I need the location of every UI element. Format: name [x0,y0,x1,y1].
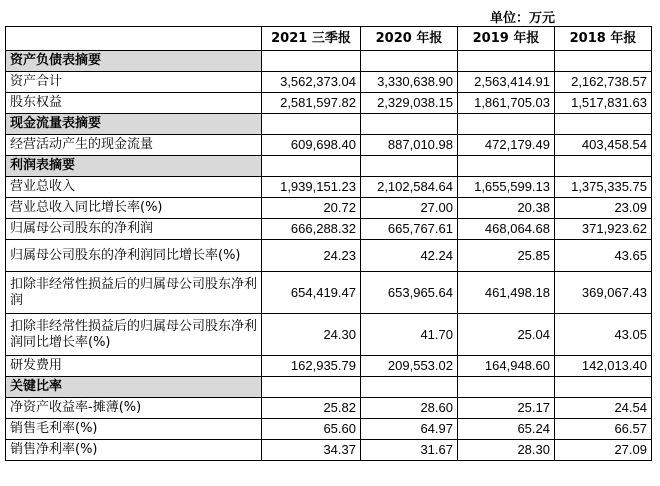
cell-value: 20.38 [458,198,555,219]
cell-value: 164,948.60 [458,356,555,377]
cell-value: 43.65 [555,240,652,272]
cell-value: 653,965.64 [361,272,458,314]
table-row [6,419,652,440]
cell-value: 1,517,831.63 [555,93,652,114]
cell-value: 24.54 [555,398,652,419]
table-row [6,198,652,219]
header-col-2021q3: 2021 三季报 [262,27,361,51]
table-row [6,440,652,461]
cell-value: 2,563,414.91 [458,72,555,93]
cell-value: 64.97 [361,419,458,440]
cell-value: 1,655,599.13 [458,177,555,198]
cell-value: 654,419.47 [262,272,361,314]
section-title: 资产负债表摘要 [6,51,262,72]
section-title: 现金流量表摘要 [6,114,262,135]
cell-value: 142,013.40 [555,356,652,377]
cell-value: 25.85 [458,240,555,272]
table-row [6,240,652,272]
cell-value: 371,923.62 [555,219,652,240]
header-col-2020: 2020 年报 [361,27,458,51]
cell-value: 2,329,038.15 [361,93,458,114]
cell-value: 28.60 [361,398,458,419]
section-row-income-statement [6,156,652,177]
row-label: 扣除非经常性损益后的归属母公司股东净利润 [6,272,262,314]
row-label: 扣除非经常性损益后的归属母公司股东净利润同比增长率(%) [6,314,262,356]
cell-value: 65.60 [262,419,361,440]
row-label: 归属母公司股东的净利润同比增长率(%) [6,240,262,272]
row-label: 营业总收入 [6,177,262,198]
table-row [6,356,652,377]
cell-value: 1,861,705.03 [458,93,555,114]
cell-value: 209,553.02 [361,356,458,377]
cell-value: 65.24 [458,419,555,440]
cell-value: 25.82 [262,398,361,419]
cell-value: 25.04 [458,314,555,356]
row-label: 股东权益 [6,93,262,114]
header-row [6,27,652,51]
section-title: 利润表摘要 [6,156,262,177]
cell-value: 468,064.68 [458,219,555,240]
section-title: 关键比率 [6,377,262,398]
cell-value: 887,010.98 [361,135,458,156]
cell-value: 461,498.18 [458,272,555,314]
cell-value: 66.57 [555,419,652,440]
header-col-2018: 2018 年报 [555,27,652,51]
table-row [6,314,652,356]
cell-value: 1,375,335.75 [555,177,652,198]
row-label: 净资产收益率-摊薄(%) [6,398,262,419]
cell-value: 41.70 [361,314,458,356]
cell-value: 2,581,597.82 [262,93,361,114]
table-row [6,398,652,419]
cell-value: 42.24 [361,240,458,272]
cell-value: 24.23 [262,240,361,272]
table-row [6,219,652,240]
financial-summary-table [5,26,652,461]
cell-value: 3,330,638.90 [361,72,458,93]
row-label: 销售净利率(%) [6,440,262,461]
cell-value: 2,102,584.64 [361,177,458,198]
cell-value: 403,458.54 [555,135,652,156]
cell-value: 1,939,151.23 [262,177,361,198]
row-label: 营业总收入同比增长率(%) [6,198,262,219]
cell-value: 27.09 [555,440,652,461]
section-row-balance-sheet [6,51,652,72]
unit-label: 单位：万元 [490,11,556,26]
cell-value: 23.09 [555,198,652,219]
cell-value: 2,162,738.57 [555,72,652,93]
row-label: 归属母公司股东的净利润 [6,219,262,240]
cell-value: 666,288.32 [262,219,361,240]
cell-value: 27.00 [361,198,458,219]
cell-value: 20.72 [262,198,361,219]
cell-value: 43.05 [555,314,652,356]
header-col-2019: 2019 年报 [458,27,555,51]
cell-value: 25.17 [458,398,555,419]
row-label: 经营活动产生的现金流量 [6,135,262,156]
table-row [6,135,652,156]
cell-value: 609,698.40 [262,135,361,156]
cell-value: 472,179.49 [458,135,555,156]
cell-value: 369,067.43 [555,272,652,314]
cell-value: 24.30 [262,314,361,356]
cell-value: 31.67 [361,440,458,461]
row-label: 资产合计 [6,72,262,93]
section-row-cash-flow [6,114,652,135]
cell-value: 665,767.61 [361,219,458,240]
table-row [6,272,652,314]
section-row-key-ratios [6,377,652,398]
cell-value: 34.37 [262,440,361,461]
table-row [6,72,652,93]
cell-value: 162,935.79 [262,356,361,377]
table-row [6,177,652,198]
row-label: 研发费用 [6,356,262,377]
cell-value: 3,562,373.04 [262,72,361,93]
header-corner-cell [6,27,262,51]
table-row [6,93,652,114]
cell-value: 28.30 [458,440,555,461]
row-label: 销售毛利率(%) [6,419,262,440]
